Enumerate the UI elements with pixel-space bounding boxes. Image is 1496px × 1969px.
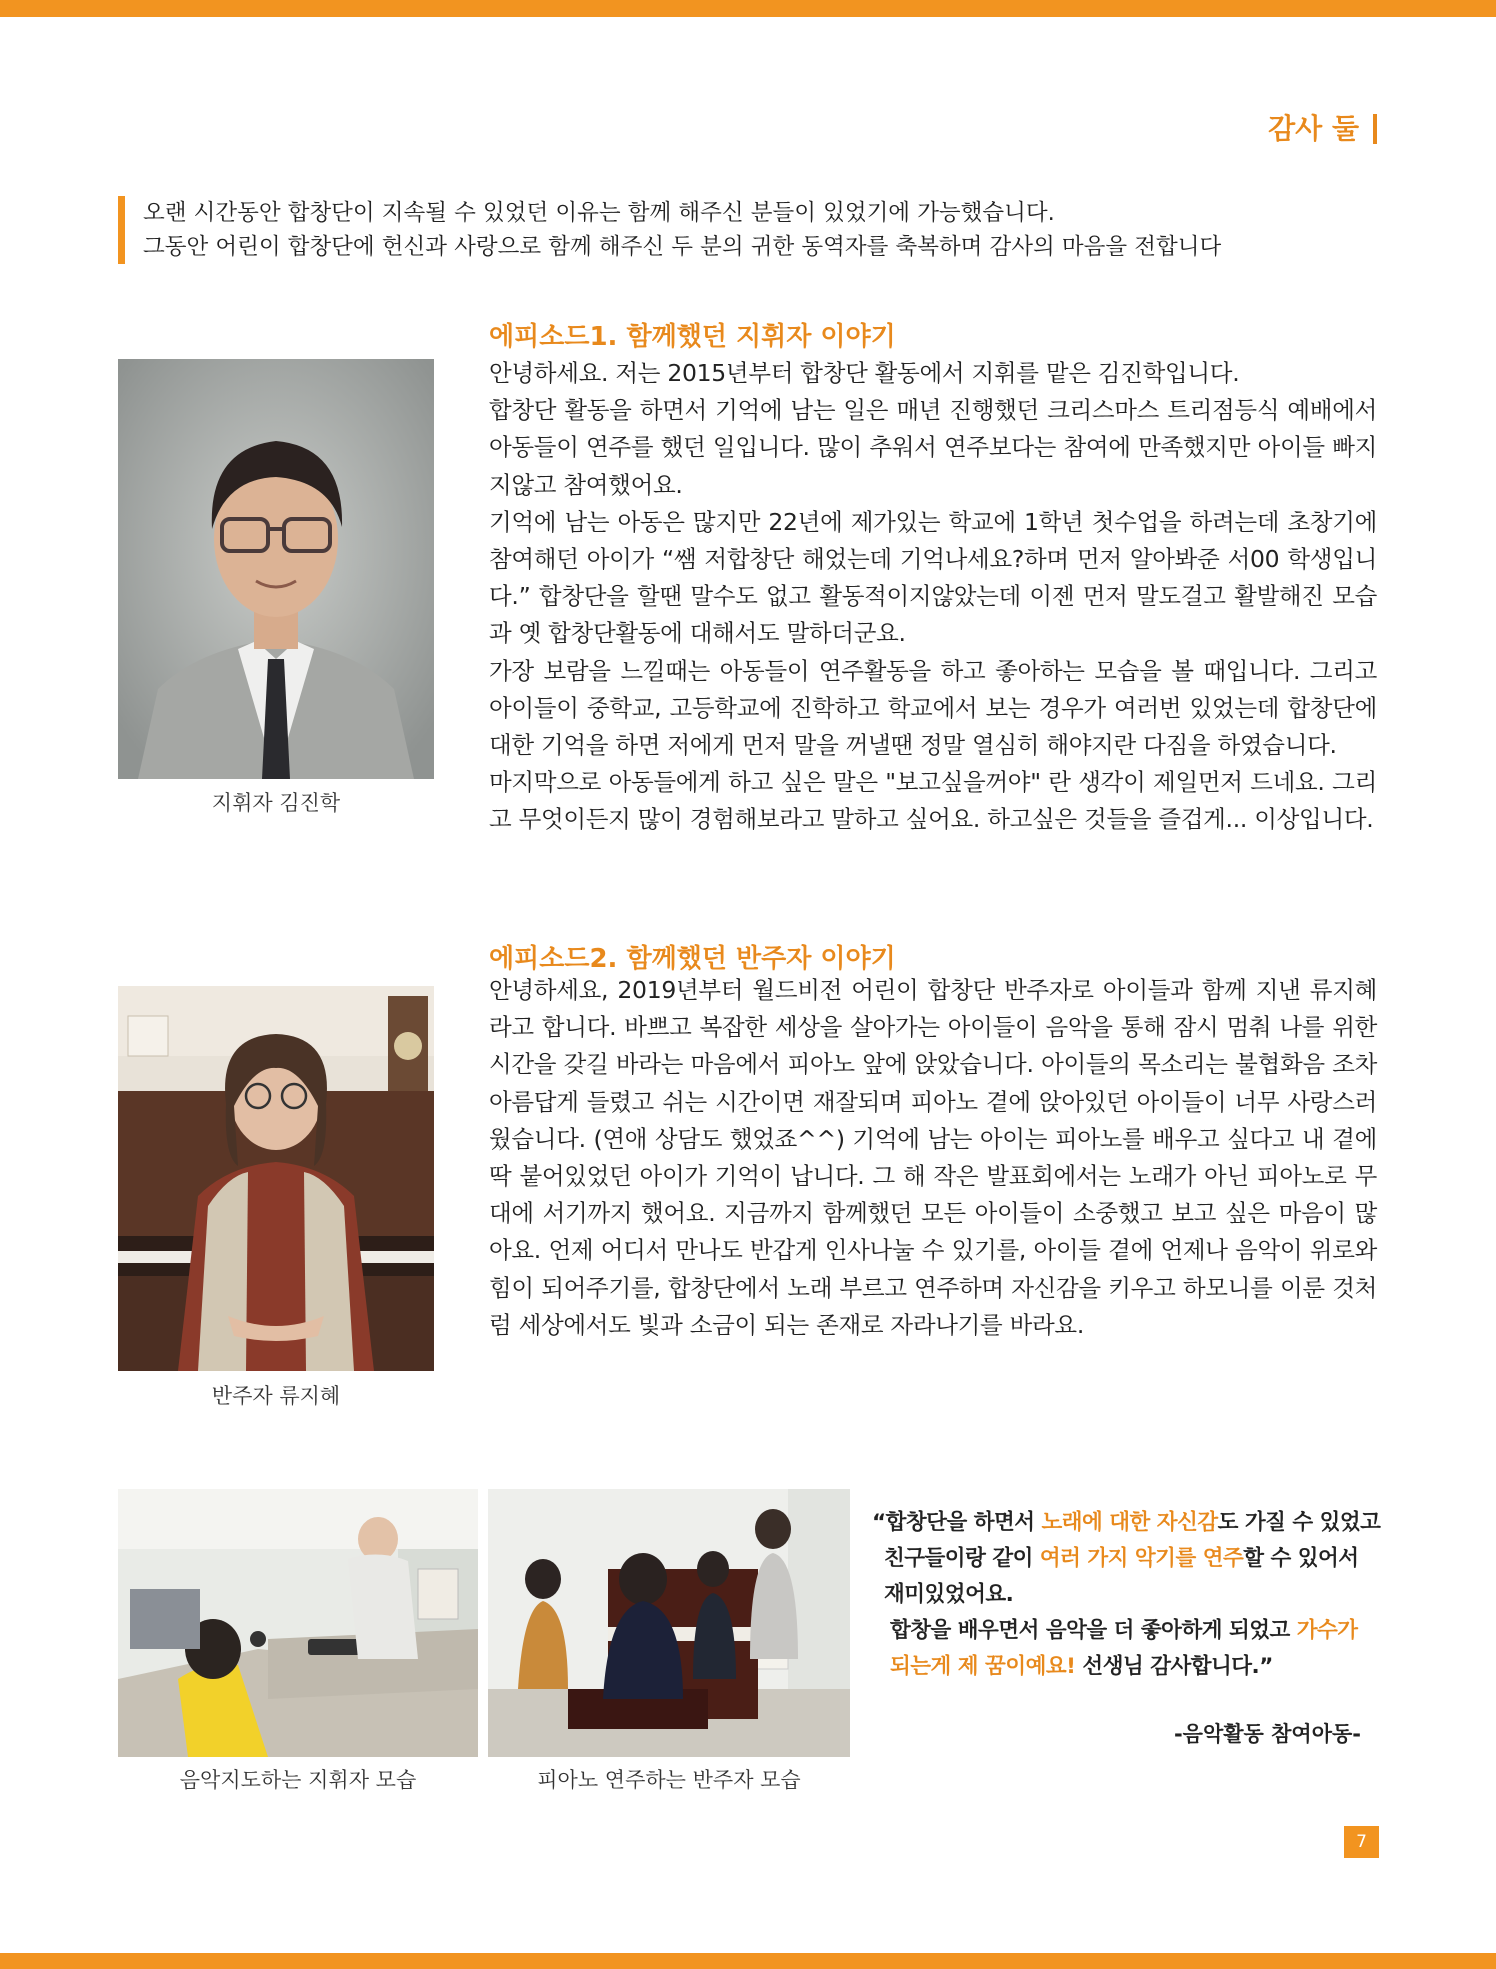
quote-line xyxy=(872,1613,1392,1649)
intro-line-2: 그동안 어린이 합창단에 헌신과 사랑으로 함께 해주신 두 분의 귀한 동역자를 축복하며 감사의 마음을 전합니다 xyxy=(143,234,1222,260)
top-accent-bar xyxy=(0,0,1496,17)
conductor-caption: 지휘자 김진학 xyxy=(211,791,341,815)
episode1-paragraph: 가장 보람을 느낄때는 아동들이 연주활동을 하고 좋아하는 모습을 볼 때입니다. 그리고 아이들이 중학교, 고등학교에 진학하고 학교에서 보는 경우가 여러번 있었는데 합창단에 대한 기억을 하면 저에게 먼저 말을 꺼낼땐 정말 열심히 해야지란 다짐을 하였습니다. xyxy=(489,656,1377,760)
quote-highlight: 여러 가지 악기를 연주 xyxy=(1039,1546,1244,1571)
quote-text: 합창을 배우면서 음악을 더 좋아하게 되었고 xyxy=(890,1618,1297,1643)
page-number: 7 xyxy=(1344,1826,1379,1858)
quote-text: 할 수 있어서 xyxy=(1243,1546,1359,1571)
quote-text: “합창단을 하면서 xyxy=(872,1510,1042,1535)
quote-highlight: 되는게 제 꿈이예요! xyxy=(890,1654,1076,1679)
quote-signature: -음악활동 참여아동- xyxy=(1173,1722,1361,1746)
episode2-paragraph: 안녕하세요, 2019년부터 월드비전 어린이 합창단 반주자로 아이들과 함께 지낸 류지혜라고 합니다. 바쁘고 복잡한 세상을 살아가는 아이들이 음악을 통해 잠시 멈춰 나를 위한 시간을 갖길 바라는 마음에서 피아노 앞에 앉았습니다. 아이들의 목소리는 불협화음 조차 아름답게 들렸고 쉬는 시간이면 재잘되며 피아노 곁에 앉아있던 아이들이 너무 사랑스러웠습니다. (연애 상담도 했었죠^^) 기억에 남는 아이는 피아노를 배우고 싶다고 내 곁에 딱 붙어있었던 아이가 기억이 납니다. 그 해 작은 발표회에서는 노래가 아닌 피아노로 무대에 서기까지 했어요. 지금까지 함께했던 모든 아이들이 소중했고 보고 싶은 마음이 많아요. 언제 어디서 만나도 반갑게 인사나눌 수 있기를, 아이들 곁에 언제나 음악이 위로와 힘이 되어주기를, 합창단에서 노래 부르고 연주하며 자신감을 키우고 하모니를 이룬 것처럼 세상에서도 빛과 소금이 되는 존재로 자라나기를 바라요. xyxy=(489,976,1377,1339)
quote-line xyxy=(872,1649,1392,1685)
accompanist-caption: 반주자 류지혜 xyxy=(211,1384,341,1408)
quote-line xyxy=(872,1541,1392,1577)
conductor-teaching-photo xyxy=(118,1489,478,1757)
episode1-paragraph: 합창단 활동을 하면서 기억에 남는 일은 매년 진행했던 크리스마스 트리점등식 예배에서 아동들이 연주를 했던 일입니다. 많이 추워서 연주보다는 참여에 만족했지만 아이들 빠지지않고 참여했어요. xyxy=(489,396,1377,499)
episode1-body xyxy=(489,355,1377,839)
quote-highlight: 가수가 xyxy=(1296,1618,1358,1643)
intro-block xyxy=(118,196,1413,264)
episode1-title: 에피소드1. 함께했던 지휘자 이야기 xyxy=(489,322,896,352)
quote-text: 재미있었어요. xyxy=(884,1582,1014,1607)
quote-line xyxy=(872,1577,1392,1613)
episode1-paragraph: 기억에 남는 아동은 많지만 22년에 제가있는 학교에 1학년 첫수업을 하려는데 초창기에 참여해던 아이가 “쌤 저합창단 해었는데 기억나세요?하며 먼저 알아봐준 서00 학생입니다.” 합창단을 할땐 말수도 없고 활동적이지않았는데 이젠 먼저 말도걸고 활발해진 모습과 옛 합창단활동에 대해서도 말하더군요. xyxy=(489,507,1377,648)
episode2-title: 에피소드2. 함께했던 반주자 이야기 xyxy=(489,944,896,974)
quote-line xyxy=(872,1505,1392,1541)
episode2-body xyxy=(489,972,1377,1344)
quote-text: 선생님 감사합니다.” xyxy=(1075,1654,1273,1679)
conductor-portrait-photo xyxy=(118,359,434,779)
bottom-accent-bar xyxy=(0,1953,1496,1969)
section-label: 감사 둘 xyxy=(1268,114,1377,144)
intro-line-1: 오랜 시간동안 합창단이 지속될 수 있었던 이유는 함께 해주신 분들이 있었기에 가능했습니다. xyxy=(143,200,1055,226)
episode1-paragraph: 마지막으로 아동들에게 하고 싶은 말은 "보고싶을꺼야" 란 생각이 제일먼저 드네요. 그리고 무엇이든지 많이 경험해보라고 말하고 싶어요. 하고싶은 것들을 즐겁게... 이상입니다. xyxy=(489,768,1377,834)
episode1-paragraph: 안녕하세요. 저는 2015년부터 합창단 활동에서 지휘를 맡은 김진학입니다. xyxy=(489,359,1240,387)
accompanist-playing-photo xyxy=(488,1489,850,1757)
accompanist-playing-caption: 피아노 연주하는 반주자 모습 xyxy=(537,1768,801,1792)
quote-text: 도 가질 수 있었고 xyxy=(1217,1510,1381,1535)
child-quote xyxy=(872,1505,1392,1685)
accompanist-portrait-photo xyxy=(118,986,434,1371)
quote-text: 친구들이랑 같이 xyxy=(884,1546,1040,1571)
conductor-teaching-caption: 음악지도하는 지휘자 모습 xyxy=(179,1768,417,1792)
quote-highlight: 노래에 대한 자신감 xyxy=(1041,1510,1218,1535)
